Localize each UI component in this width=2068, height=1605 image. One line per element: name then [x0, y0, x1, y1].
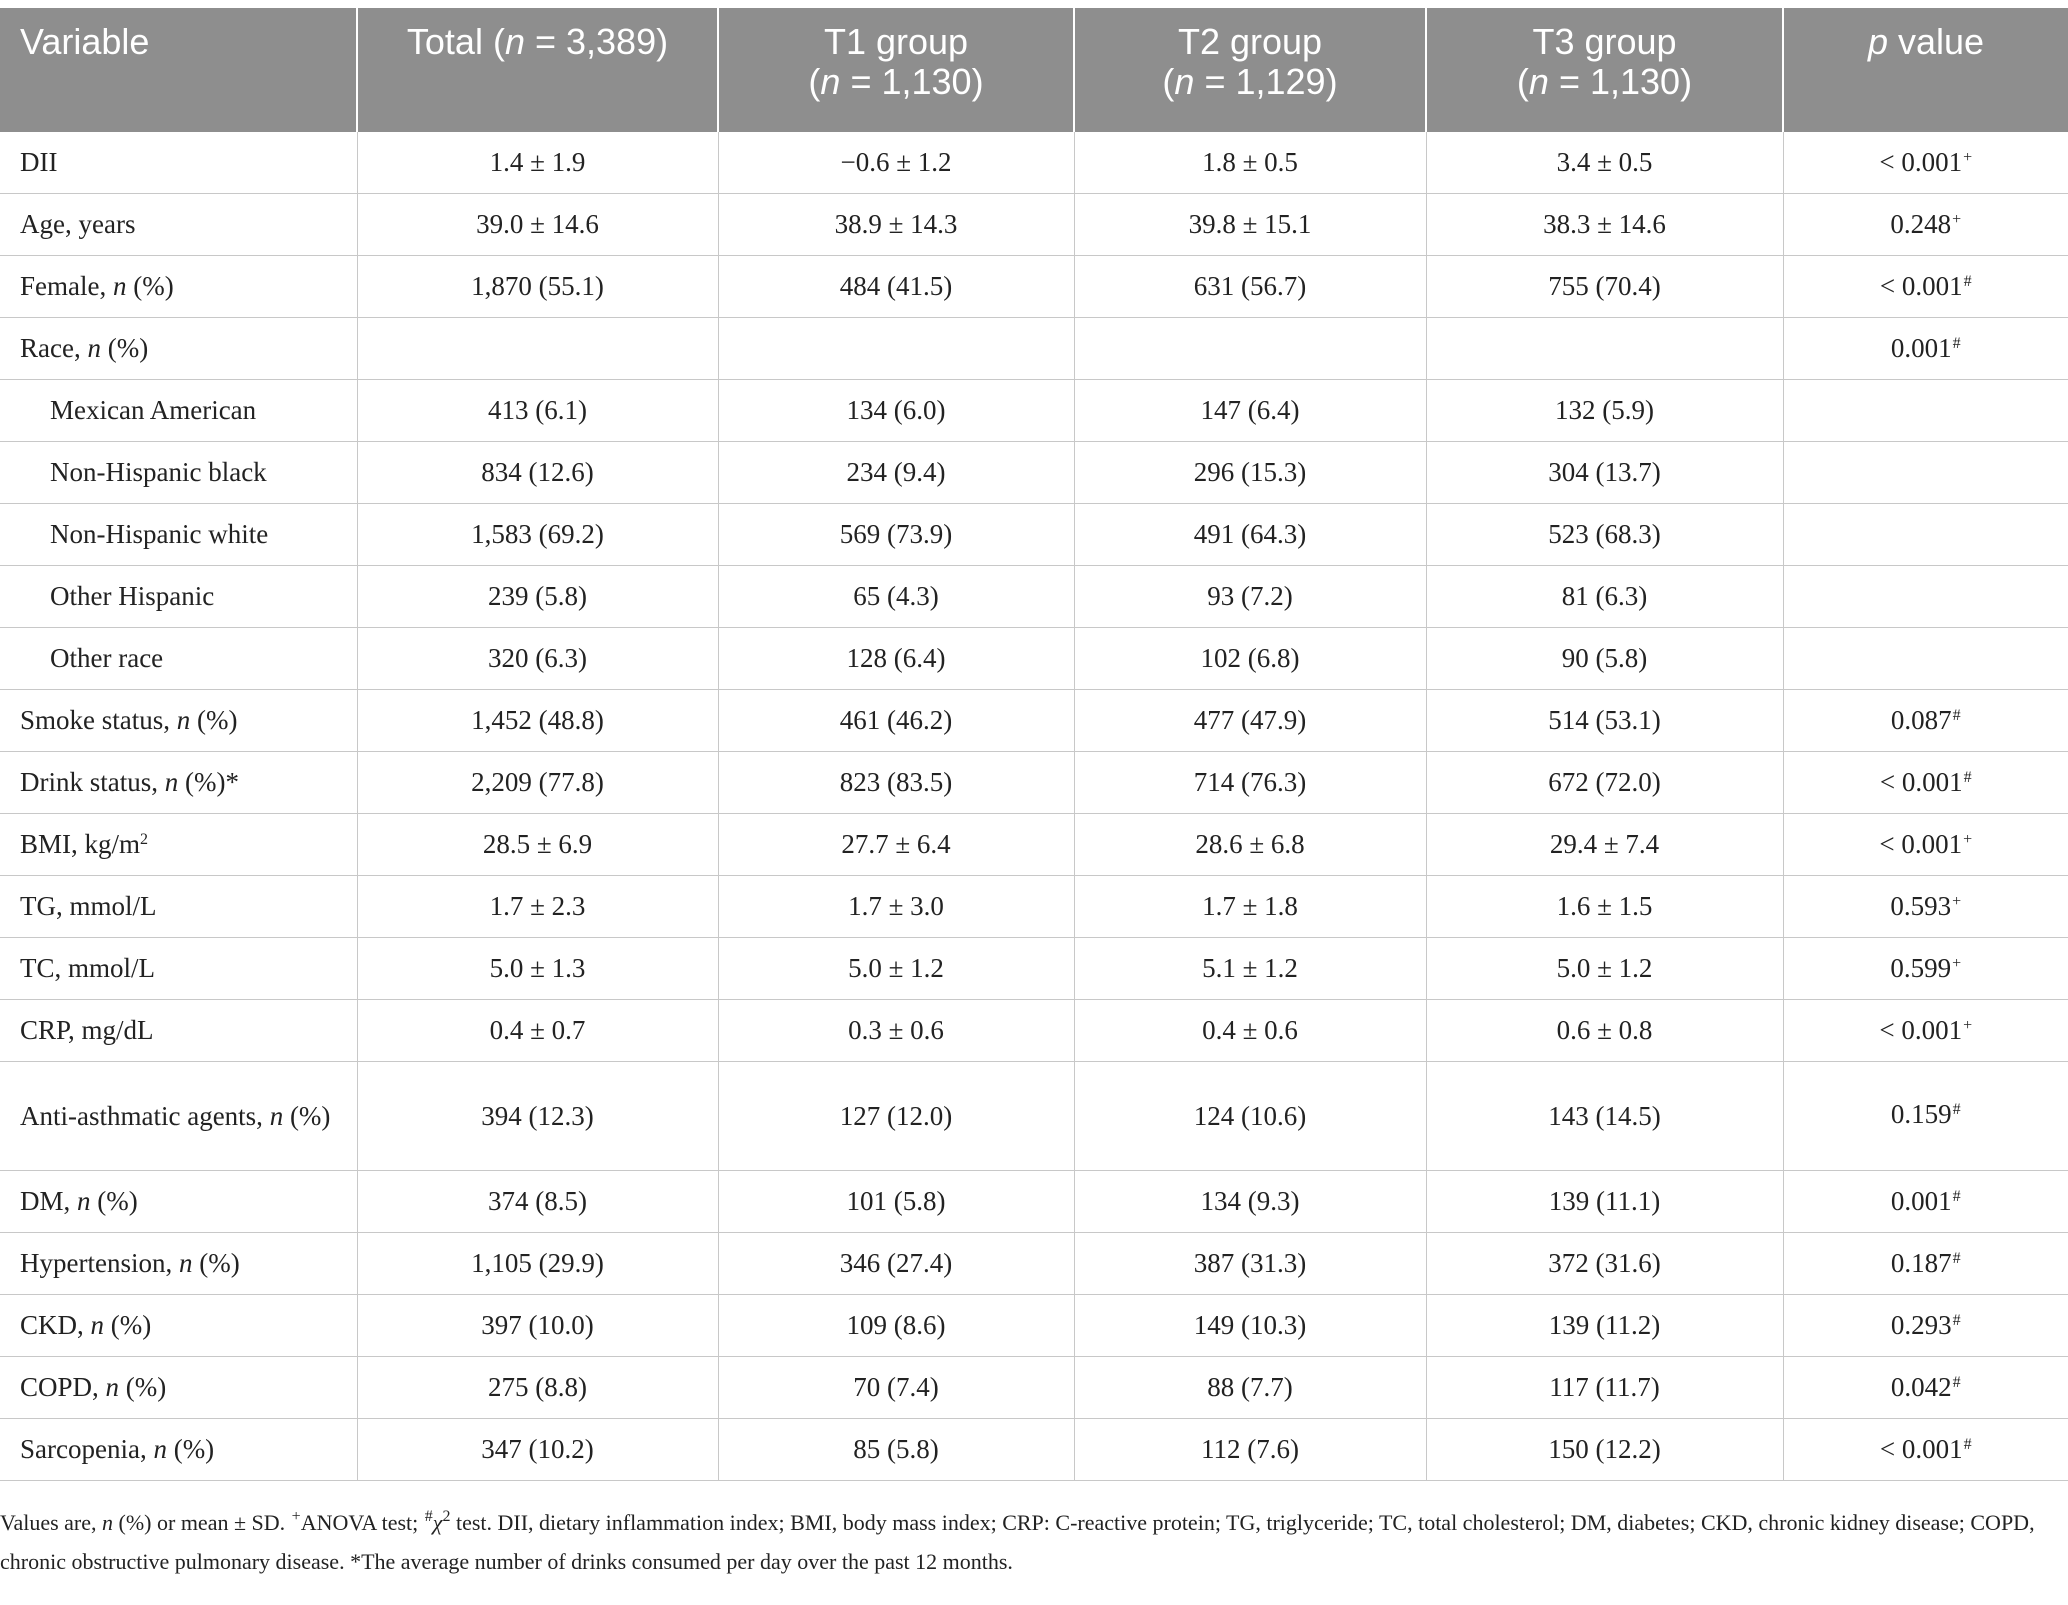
t3-cell: 132 (5.9)	[1426, 380, 1783, 442]
header-t3-group: T3 group (n = 1,130)	[1426, 8, 1783, 132]
t3-cell: 29.4 ± 7.4	[1426, 814, 1783, 876]
p-value-cell: 0.042#	[1783, 1357, 2068, 1419]
total-cell	[357, 318, 718, 380]
table-row	[0, 814, 2068, 876]
header-t2-group: T2 group (n = 1,129)	[1074, 8, 1426, 132]
t1-cell: 569 (73.9)	[718, 504, 1074, 566]
p-value-cell: < 0.001+	[1783, 132, 2068, 194]
table-row	[0, 1000, 2068, 1062]
table-footnote: Values are, n (%) or mean ± SD. +ANOVA test; $^{\#}\chi^2$ test. DII, dietary inflammation index; BMI, body mass index; CRP: C-reactive protein; TG, triglyceride; TC, total cholesterol; DM, diabetes; CKD, chronic kidney disease; COPD, chronic obstructive pulmonary disease. *The average number of drinks consumed per day over the past 12 months.	[0, 1508, 2035, 1574]
total-cell: 28.5 ± 6.9	[357, 814, 718, 876]
t2-cell: 88 (7.7)	[1074, 1357, 1426, 1419]
t2-cell: 102 (6.8)	[1074, 628, 1426, 690]
table-header-row	[0, 8, 2068, 132]
p-value-cell: 0.187#	[1783, 1233, 2068, 1295]
t3-cell: 0.6 ± 0.8	[1426, 1000, 1783, 1062]
t3-cell: 81 (6.3)	[1426, 566, 1783, 628]
t3-cell: 514 (53.1)	[1426, 690, 1783, 752]
t2-cell: 124 (10.6)	[1074, 1062, 1426, 1171]
total-cell: 239 (5.8)	[357, 566, 718, 628]
header-total: Total (n = 3,389)	[357, 8, 718, 132]
t1-cell: 5.0 ± 1.2	[718, 938, 1074, 1000]
t2-cell: 296 (15.3)	[1074, 442, 1426, 504]
table-row	[0, 380, 2068, 442]
variable-cell: Female, n (%)	[0, 256, 357, 318]
total-cell: 1.4 ± 1.9	[357, 132, 718, 194]
t3-cell: 672 (72.0)	[1426, 752, 1783, 814]
t1-cell: 101 (5.8)	[718, 1171, 1074, 1233]
table-row	[0, 1233, 2068, 1295]
t1-cell: 461 (46.2)	[718, 690, 1074, 752]
p-value-cell: < 0.001#	[1783, 256, 2068, 318]
t2-cell: 491 (64.3)	[1074, 504, 1426, 566]
table-row	[0, 752, 2068, 814]
t1-cell: 70 (7.4)	[718, 1357, 1074, 1419]
p-value-cell: 0.599+	[1783, 938, 2068, 1000]
t2-cell: 0.4 ± 0.6	[1074, 1000, 1426, 1062]
t2-cell: 28.6 ± 6.8	[1074, 814, 1426, 876]
p-value-cell	[1783, 380, 2068, 442]
p-value-cell: 0.087#	[1783, 690, 2068, 752]
variable-cell: Hypertension, n (%)	[0, 1233, 357, 1295]
chi-square-mark: #	[424, 1508, 433, 1525]
t2-cell: 39.8 ± 15.1	[1074, 194, 1426, 256]
table-row	[0, 256, 2068, 318]
variable-cell: Age, years	[0, 194, 357, 256]
t3-cell: 117 (11.7)	[1426, 1357, 1783, 1419]
variable-cell: Drink status, n (%)*	[0, 752, 357, 814]
p-value-cell: < 0.001#	[1783, 1419, 2068, 1481]
header-t1-group: T1 group (n = 1,130)	[718, 8, 1074, 132]
total-cell: 834 (12.6)	[357, 442, 718, 504]
variable-cell: DM, n (%)	[0, 1171, 357, 1233]
t1-cell: 0.3 ± 0.6	[718, 1000, 1074, 1062]
t1-cell: 346 (27.4)	[718, 1233, 1074, 1295]
total-cell: 320 (6.3)	[357, 628, 718, 690]
variable-cell: BMI, $kg/m^2$	[0, 814, 357, 876]
table-row	[0, 1357, 2068, 1419]
t1-cell: 234 (9.4)	[718, 442, 1074, 504]
total-cell: 2,209 (77.8)	[357, 752, 718, 814]
p-value-cell: 0.001#	[1783, 318, 2068, 380]
t1-cell: 65 (4.3)	[718, 566, 1074, 628]
t1-cell: −0.6 ± 1.2	[718, 132, 1074, 194]
variable-cell: TC, mmol/L	[0, 938, 357, 1000]
total-cell: 397 (10.0)	[357, 1295, 718, 1357]
table-body	[0, 132, 2068, 1481]
t2-cell: 1.8 ± 0.5	[1074, 132, 1426, 194]
t3-cell: 139 (11.2)	[1426, 1295, 1783, 1357]
t3-cell: 150 (12.2)	[1426, 1419, 1783, 1481]
table-row	[0, 690, 2068, 752]
t3-cell: 1.6 ± 1.5	[1426, 876, 1783, 938]
p-value-cell	[1783, 504, 2068, 566]
t2-cell: 1.7 ± 1.8	[1074, 876, 1426, 938]
t1-cell: 27.7 ± 6.4	[718, 814, 1074, 876]
table-row	[0, 628, 2068, 690]
t1-cell: 134 (6.0)	[718, 380, 1074, 442]
baseline-characteristics-table	[0, 8, 2068, 1481]
variable-cell: CKD, n (%)	[0, 1295, 357, 1357]
total-cell: 1.7 ± 2.3	[357, 876, 718, 938]
table-row	[0, 876, 2068, 938]
p-value-cell	[1783, 628, 2068, 690]
table-row	[0, 1419, 2068, 1481]
total-cell: 374 (8.5)	[357, 1171, 718, 1233]
variable-cell: Other race	[0, 628, 357, 690]
p-value-cell: 0.159#	[1783, 1062, 2068, 1171]
variable-cell: Mexican American	[0, 380, 357, 442]
header-variable: Variable	[0, 8, 357, 132]
total-cell: 413 (6.1)	[357, 380, 718, 442]
t1-cell: 823 (83.5)	[718, 752, 1074, 814]
total-cell: 394 (12.3)	[357, 1062, 718, 1171]
total-cell: 1,870 (55.1)	[357, 256, 718, 318]
p-value-cell: 0.293#	[1783, 1295, 2068, 1357]
t2-cell: 714 (76.3)	[1074, 752, 1426, 814]
table-row	[0, 1171, 2068, 1233]
t2-cell	[1074, 318, 1426, 380]
p-value-cell: 0.001#	[1783, 1171, 2068, 1233]
t1-cell: 38.9 ± 14.3	[718, 194, 1074, 256]
anova-mark: +	[291, 1508, 301, 1525]
t1-cell: 1.7 ± 3.0	[718, 876, 1074, 938]
table-row	[0, 132, 2068, 194]
t3-cell: 3.4 ± 0.5	[1426, 132, 1783, 194]
p-value-cell	[1783, 566, 2068, 628]
variable-cell: Non-Hispanic white	[0, 504, 357, 566]
t2-cell: 147 (6.4)	[1074, 380, 1426, 442]
table-row	[0, 194, 2068, 256]
total-cell: 1,105 (29.9)	[357, 1233, 718, 1295]
t1-cell: 128 (6.4)	[718, 628, 1074, 690]
variable-cell: Other Hispanic	[0, 566, 357, 628]
total-cell: 275 (8.8)	[357, 1357, 718, 1419]
t2-cell: 477 (47.9)	[1074, 690, 1426, 752]
total-cell: 347 (10.2)	[357, 1419, 718, 1481]
table-row	[0, 318, 2068, 380]
header-p-value: p value	[1783, 8, 2068, 132]
t3-cell: 139 (11.1)	[1426, 1171, 1783, 1233]
p-value-cell: < 0.001#	[1783, 752, 2068, 814]
total-cell: 1,583 (69.2)	[357, 504, 718, 566]
t2-cell: 134 (9.3)	[1074, 1171, 1426, 1233]
t3-cell: 143 (14.5)	[1426, 1062, 1783, 1171]
variable-cell: Non-Hispanic black	[0, 442, 357, 504]
t2-cell: 5.1 ± 1.2	[1074, 938, 1426, 1000]
p-value-cell	[1783, 442, 2068, 504]
t1-cell: 127 (12.0)	[718, 1062, 1074, 1171]
p-value-cell: < 0.001+	[1783, 814, 2068, 876]
table-row	[0, 566, 2068, 628]
t1-cell: 85 (5.8)	[718, 1419, 1074, 1481]
t2-cell: 112 (7.6)	[1074, 1419, 1426, 1481]
t3-cell	[1426, 318, 1783, 380]
variable-cell: Anti-asthmatic agents, n (%)	[0, 1062, 357, 1171]
t3-cell: 90 (5.8)	[1426, 628, 1783, 690]
t3-cell: 304 (13.7)	[1426, 442, 1783, 504]
p-value-cell: 0.593+	[1783, 876, 2068, 938]
t1-cell: 109 (8.6)	[718, 1295, 1074, 1357]
t2-cell: 93 (7.2)	[1074, 566, 1426, 628]
total-cell: 5.0 ± 1.3	[357, 938, 718, 1000]
t3-cell: 38.3 ± 14.6	[1426, 194, 1783, 256]
t2-cell: 149 (10.3)	[1074, 1295, 1426, 1357]
variable-cell: CRP, mg/dL	[0, 1000, 357, 1062]
p-value-cell: 0.248+	[1783, 194, 2068, 256]
t2-cell: 387 (31.3)	[1074, 1233, 1426, 1295]
variable-cell: DII	[0, 132, 357, 194]
table-row	[0, 938, 2068, 1000]
t3-cell: 523 (68.3)	[1426, 504, 1783, 566]
variable-cell: TG, mmol/L	[0, 876, 357, 938]
variable-cell: Sarcopenia, n (%)	[0, 1419, 357, 1481]
variable-cell: Race, n (%)	[0, 318, 357, 380]
table-row	[0, 442, 2068, 504]
variable-cell: Smoke status, n (%)	[0, 690, 357, 752]
total-cell: 1,452 (48.8)	[357, 690, 718, 752]
total-cell: 39.0 ± 14.6	[357, 194, 718, 256]
variable-cell: COPD, n (%)	[0, 1357, 357, 1419]
table-row	[0, 1062, 2068, 1171]
t1-cell	[718, 318, 1074, 380]
t1-cell: 484 (41.5)	[718, 256, 1074, 318]
table-row	[0, 1295, 2068, 1357]
t2-cell: 631 (56.7)	[1074, 256, 1426, 318]
total-cell: 0.4 ± 0.7	[357, 1000, 718, 1062]
p-value-cell: < 0.001+	[1783, 1000, 2068, 1062]
t3-cell: 372 (31.6)	[1426, 1233, 1783, 1295]
t3-cell: 5.0 ± 1.2	[1426, 938, 1783, 1000]
t3-cell: 755 (70.4)	[1426, 256, 1783, 318]
table-row	[0, 504, 2068, 566]
